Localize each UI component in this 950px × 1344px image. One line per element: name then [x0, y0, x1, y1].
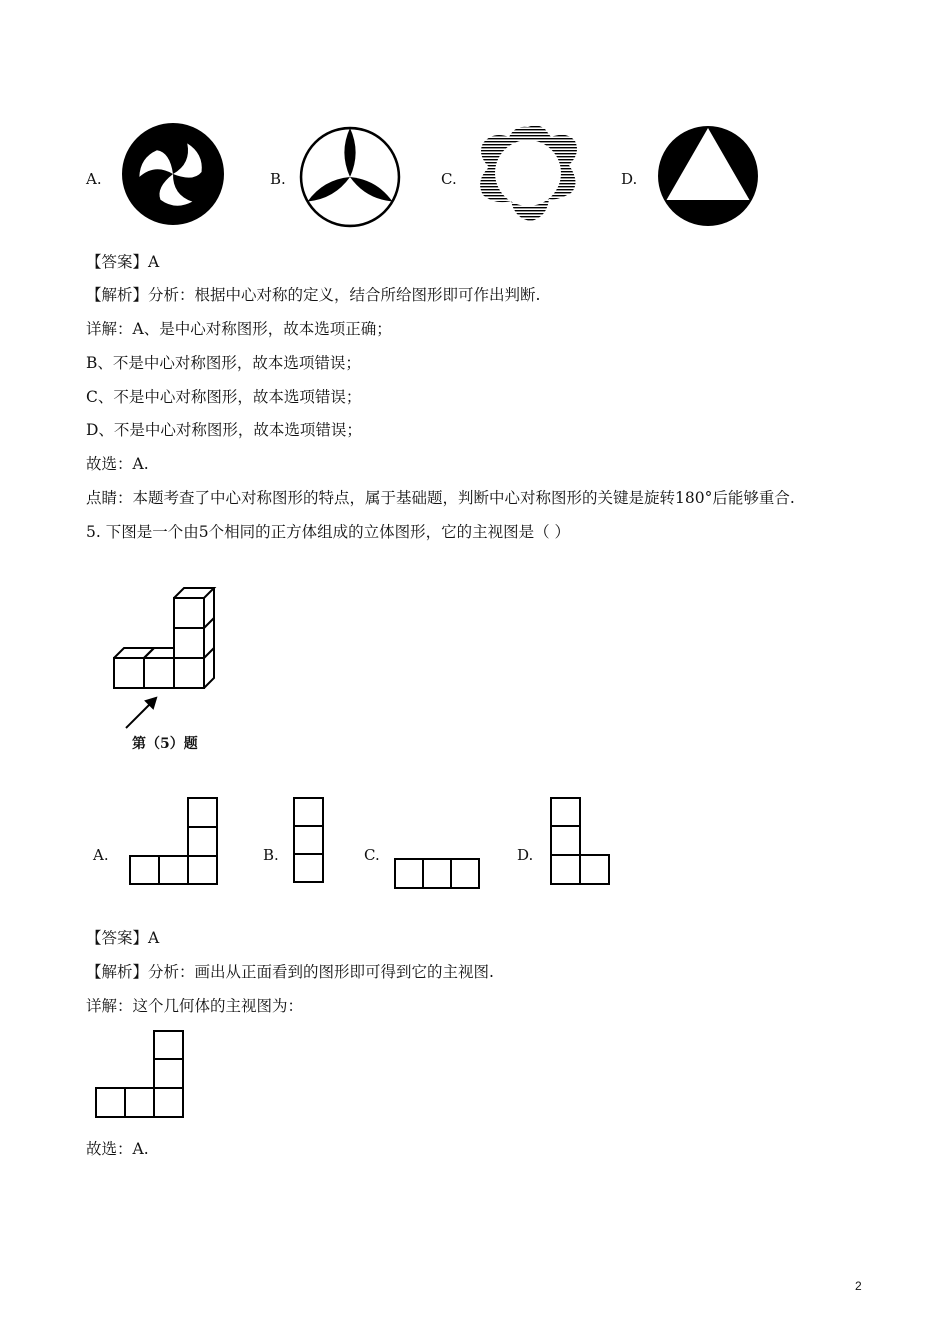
q4-analysis: 【解析】分析：根据中心对称的定义，结合所给图形即可作出判断.	[86, 286, 541, 304]
q5-option-c-figure	[393, 857, 483, 891]
q4-choice: 故选：A.	[86, 455, 149, 473]
q5-option-a-label: A.	[93, 846, 109, 864]
q4-comment: 点睛：本题考查了中心对称图形的特点，属于基础题，判断中心对称图形的关键是旋转180°后能够重合.	[86, 489, 795, 507]
q5-choice: 故选：A.	[86, 1140, 149, 1158]
q5-option-a-figure	[128, 796, 220, 888]
q5-front-view-figure	[94, 1029, 186, 1121]
page-number: 2	[855, 1279, 862, 1293]
q5-option-b-label: B.	[263, 846, 279, 864]
triangle-in-disc-icon	[657, 125, 759, 227]
q5-question: 5. 下图是一个由5个相同的正方体组成的立体图形，它的主视图是（ ）	[86, 523, 571, 541]
option-b-label: B.	[270, 170, 286, 188]
q4-answer: 【答案】A	[86, 253, 160, 271]
q4-detail-line: B、不是中心对称图形，故本选项错误；	[86, 354, 361, 372]
option-c-label: C.	[441, 170, 457, 188]
option-a-label: A.	[86, 170, 102, 188]
q4-detail-line: C、不是中心对称图形，故本选项错误；	[86, 388, 362, 406]
striped-flower-icon	[475, 123, 581, 223]
q5-option-d-figure	[549, 796, 613, 888]
q5-detail: 详解：这个几何体的主视图为：	[86, 997, 304, 1015]
option-d-label: D.	[621, 170, 638, 188]
q5-answer: 【答案】A	[86, 929, 160, 947]
q5-option-b-figure	[292, 796, 326, 886]
three-petal-circle-icon	[299, 126, 401, 228]
q5-option-c-label: C.	[364, 846, 380, 864]
cube-stack-figure	[100, 582, 230, 752]
q5-figure-caption: 第（5）题	[132, 736, 198, 752]
q4-detail-line: 详解：A、是中心对称图形，故本选项正确；	[86, 320, 392, 338]
q5-analysis: 【解析】分析：画出从正面看到的图形即可得到它的主视图.	[86, 963, 494, 981]
tomoe-swirl-icon	[122, 123, 224, 225]
q5-option-d-label: D.	[517, 846, 534, 864]
q4-detail-line: D、不是中心对称图形，故本选项错误；	[86, 421, 362, 439]
